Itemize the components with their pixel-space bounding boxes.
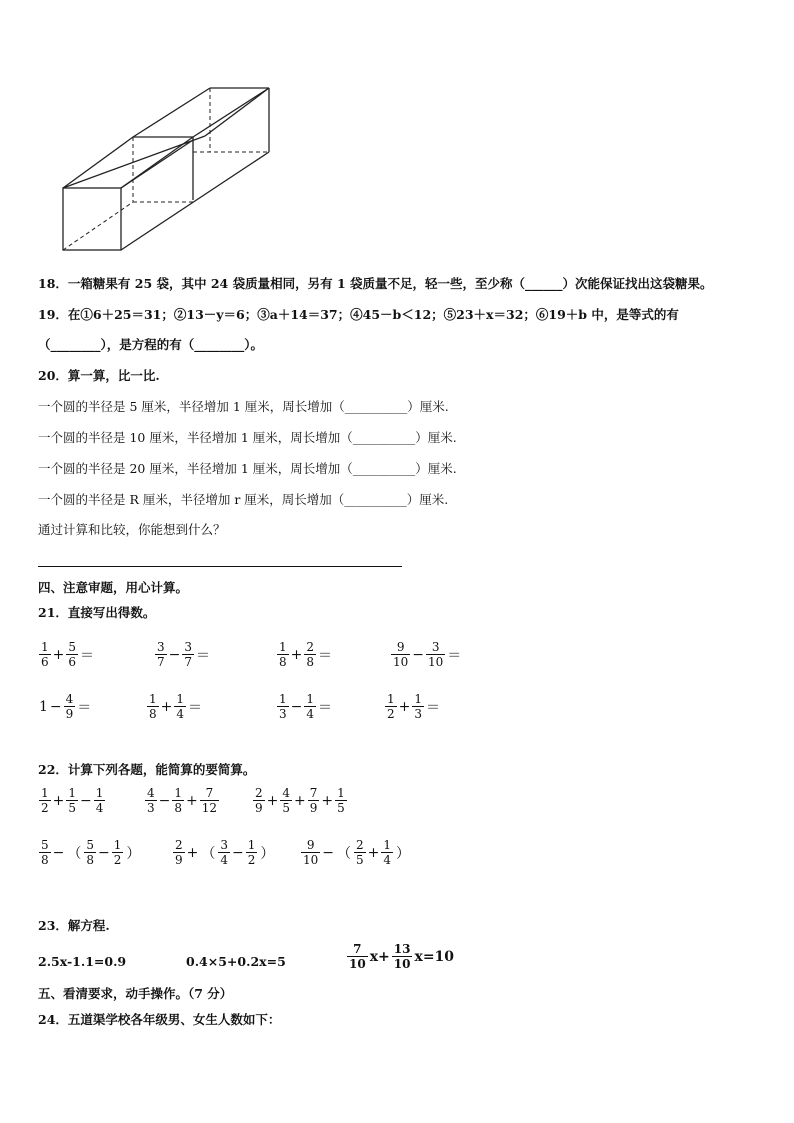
operator: − — [322, 844, 335, 861]
fraction: $\frac{1}{2}$ — [113, 838, 122, 867]
operator: + — [321, 792, 334, 809]
equation-3 — [346, 942, 455, 971]
fraction: $\frac{3}{4}$ — [220, 838, 229, 867]
fraction: $\frac{1}{4}$ — [383, 838, 392, 867]
fraction: $\frac{2}{8}$ — [306, 640, 315, 669]
fraction: $\frac{4}{3}$ — [147, 786, 155, 815]
fraction: $\frac{1}{4}$ — [95, 786, 104, 815]
calc-item — [38, 640, 95, 669]
calc-item — [390, 640, 462, 669]
operator: + — [367, 844, 380, 861]
fraction: $\frac{9}{10}$ — [303, 838, 319, 867]
question-20-line: 一个圆的半径是 R 厘米，半径增加 r 厘米，周长增加（__________）厘米. — [38, 492, 449, 507]
calc-item — [144, 786, 220, 815]
question-20-line: 一个圆的半径是 5 厘米，半径增加 1 厘米，周长增加（__________）厘米. — [38, 399, 449, 414]
operator: − — [98, 844, 110, 861]
calc-item — [384, 692, 441, 721]
operator: − — [290, 698, 303, 715]
section-5-heading: 五、看清要求，动手操作。（7 分） — [38, 986, 233, 1001]
operator: x+ — [369, 948, 390, 965]
fraction: $\frac{5}{8}$ — [41, 838, 49, 867]
operator: − — [80, 792, 92, 809]
fraction: $\frac{7}{9}$ — [309, 786, 318, 815]
fraction: $\frac{7}{12}$ — [201, 786, 218, 815]
fraction: $\frac{1}{4}$ — [176, 692, 185, 721]
fraction: $\frac{5}{6}$ — [68, 640, 77, 669]
fraction: $\frac{1}{4}$ — [306, 692, 315, 721]
calc-item — [38, 786, 106, 815]
equation-2: 0.4×5+0.2x=5 — [186, 954, 286, 969]
operator: + — [294, 792, 306, 809]
operator: + — [186, 792, 198, 809]
fraction: $\frac{1}{2}$ — [247, 838, 256, 867]
question-21-title: 21．直接写出得数。 — [38, 605, 156, 620]
question-20-title: 20．算一算，比一比. — [38, 368, 160, 383]
operator: ＝ — [196, 647, 211, 664]
operator: + — [160, 698, 173, 715]
question-19-line2: （________），是方程的有（________）。 — [38, 337, 264, 352]
parenthesis: ） — [260, 845, 275, 862]
fraction: $\frac{5}{8}$ — [86, 838, 95, 867]
operator: ＝ — [318, 699, 333, 716]
operator: ＝ — [318, 647, 333, 664]
fraction: $\frac{1}{6}$ — [41, 640, 49, 669]
operator: + — [266, 792, 279, 809]
fraction: $\frac{1}{3}$ — [414, 692, 423, 721]
fraction: $\frac{1}{8}$ — [174, 786, 183, 815]
fraction: $\frac{3}{7}$ — [157, 640, 165, 669]
operator: + — [52, 646, 65, 663]
question-20-line: 一个圆的半径是 20 厘米，半径增加 1 厘米，周长增加（__________）厘米. — [38, 461, 457, 476]
operator: ＝ — [188, 699, 203, 716]
fraction: $\frac{9}{10}$ — [393, 640, 409, 669]
operator: x=10 — [414, 948, 455, 965]
fraction: $\frac{1}{2}$ — [41, 786, 49, 815]
calc-item — [300, 838, 412, 867]
fraction: $\frac{1}{8}$ — [279, 640, 287, 669]
fraction: $\frac{2}{5}$ — [356, 838, 364, 867]
calc-item — [172, 838, 276, 867]
question-19-line1: 19．在①6＋25＝31；②13－y＝6；③a＋14＝37；④45－b＜12；⑤23＋x＝32；⑥19＋b 中，是等式的有 — [38, 307, 679, 322]
calc-item — [146, 692, 203, 721]
equation-1: 2.5x-1.1=0.9 — [38, 954, 127, 969]
operator: − — [158, 792, 171, 809]
question-22-title: 22．计算下列各题，能简算的要简算。 — [38, 762, 256, 777]
fraction: $\frac{1}{8}$ — [149, 692, 157, 721]
operator: ＝ — [80, 647, 95, 664]
calc-item — [154, 640, 211, 669]
fraction: $\frac{4}{9}$ — [65, 692, 74, 721]
parenthesis: （ — [201, 845, 216, 862]
calc-item — [252, 786, 348, 815]
operator: ＝ — [77, 699, 92, 716]
operator: + — [52, 792, 65, 809]
section-4-heading: 四、注意审题，用心计算。 — [38, 580, 189, 595]
parenthesis: ） — [126, 845, 141, 862]
calc-item — [276, 692, 333, 721]
operator: + — [290, 646, 303, 663]
parenthesis: （ — [337, 845, 352, 862]
question-20-line: 一个圆的半径是 10 厘米，半径增加 1 厘米，周长增加（__________）厘米. — [38, 430, 457, 445]
operator: + — [398, 698, 411, 715]
operator: + — [186, 844, 199, 861]
calc-item — [38, 692, 92, 721]
answer-line — [38, 566, 402, 567]
fraction: $\frac{1}{2}$ — [387, 692, 395, 721]
operator: ＝ — [426, 699, 441, 716]
fraction: $\frac{3}{7}$ — [184, 640, 193, 669]
operator: ＝ — [447, 647, 462, 664]
calc-item — [276, 640, 333, 669]
operator: − — [52, 844, 65, 861]
fraction: $\frac{4}{5}$ — [282, 786, 291, 815]
fraction: $\frac{7}{10}$ — [349, 942, 366, 971]
parenthesis: （ — [67, 845, 82, 862]
parenthesis: ） — [396, 845, 411, 862]
operator: 1 — [39, 698, 48, 715]
operator: − — [232, 844, 244, 861]
operator: − — [412, 646, 425, 663]
fraction: $\frac{13}{10}$ — [393, 942, 411, 971]
question-24: 24．五道渠学校各年级男、女生人数如下： — [38, 1012, 281, 1027]
fraction: $\frac{1}{3}$ — [279, 692, 287, 721]
fraction: $\frac{2}{9}$ — [175, 838, 183, 867]
question-23-title: 23．解方程. — [38, 918, 110, 933]
fraction: $\frac{1}{5}$ — [337, 786, 345, 815]
fraction: $\frac{2}{9}$ — [255, 786, 263, 815]
operator: − — [49, 698, 62, 715]
cuboid-figure — [55, 82, 275, 257]
fraction: $\frac{1}{5}$ — [68, 786, 77, 815]
calc-item — [38, 838, 142, 867]
question-18: 18．一箱糖果有 25 袋，其中 24 袋质量相同，另有 1 袋质量不足，轻一些，至少称（______）次能保证找出这袋糖果。 — [38, 276, 713, 291]
fraction: $\frac{3}{10}$ — [428, 640, 444, 669]
question-20-question: 通过计算和比较，你能想到什么？ — [38, 522, 226, 537]
operator: − — [168, 646, 181, 663]
